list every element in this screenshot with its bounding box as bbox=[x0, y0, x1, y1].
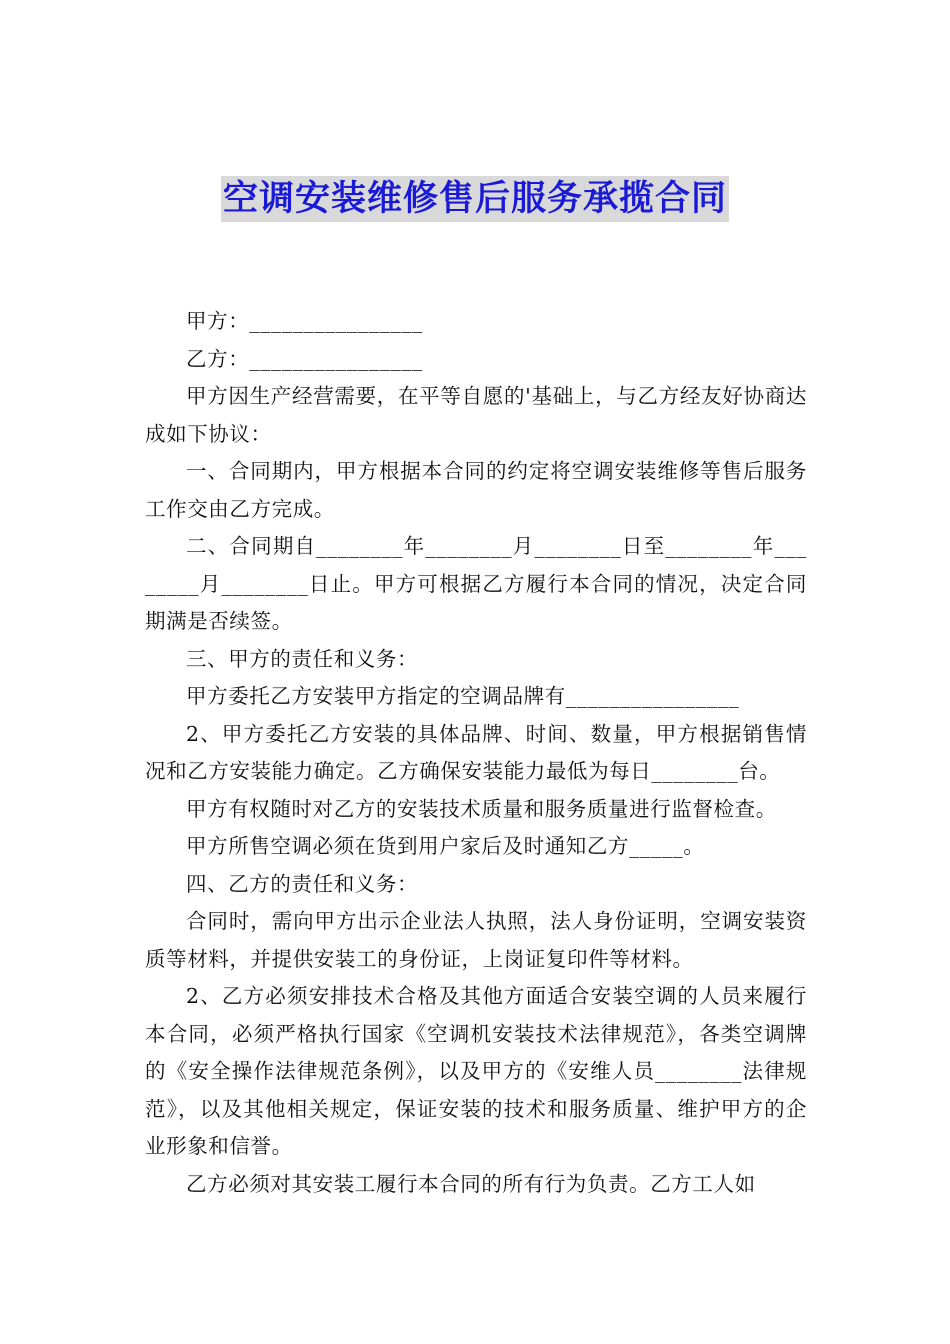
clause-3-item-4: 甲方所售空调必须在货到用户家后及时通知乙方_____。 bbox=[186, 834, 705, 858]
clause-3-item-3: 甲方有权随时对乙方的安装技术质量和服务质量进行监督检查。 bbox=[186, 796, 777, 821]
clause-3-heading: 三、甲方的责任和义务： bbox=[186, 646, 419, 671]
clause-2-paragraph: 二、合同期自________年________月________日至________年________月________日止。甲方可根据乙方履行本合同的情况，决定合同期满是否续签。 bbox=[145, 534, 807, 633]
clause-4-heading: 四、乙方的责任和义务： bbox=[186, 871, 419, 896]
party-b-line: 乙方：________________ bbox=[186, 346, 423, 371]
preamble-paragraph: 甲方因生产经营需要，在平等自愿的'基础上，与乙方经友好协商达成如下协议： bbox=[145, 384, 807, 446]
party-a-line: 甲方：________________ bbox=[186, 309, 423, 333]
clause-1-paragraph: 一、合同期内，甲方根据本合同的约定将空调安装维修等售后服务工作交由乙方完成。 bbox=[145, 459, 807, 521]
clause-4-item-3: 乙方必须对其安装工履行本合同的所有行为负责。乙方工人如 bbox=[186, 1171, 756, 1196]
document-title: 空调安装维修售后服务承揽合同 bbox=[221, 176, 729, 222]
title-container bbox=[0, 176, 950, 222]
clause-4-item-2: 2、乙方必须安排技术合格及其他方面适合安装空调的人员来履行本合同，必须严格执行国家《空调机安装技术法律规范》，各类空调牌的《安全操作法律规范条例》，以及甲方的《安维人员________法律规范》，以及其他相关规定，保证安装的技术和服务质量、维护甲方的企业形象和信誉。 bbox=[145, 984, 807, 1158]
clause-3-item-1: 甲方委托乙方安装甲方指定的空调品牌有________________ bbox=[186, 684, 740, 708]
document-body bbox=[145, 303, 807, 1203]
clause-3-item-2: 2、甲方委托乙方安装的具体品牌、时间、数量，甲方根据销售情况和乙方安装能力确定。乙方确保安装能力最低为每日________台。 bbox=[145, 721, 807, 783]
clause-4-item-1: 合同时，需向甲方出示企业法人执照，法人身份证明，空调安装资质等材料，并提供安装工的身份证，上岗证复印件等材料。 bbox=[145, 909, 807, 971]
